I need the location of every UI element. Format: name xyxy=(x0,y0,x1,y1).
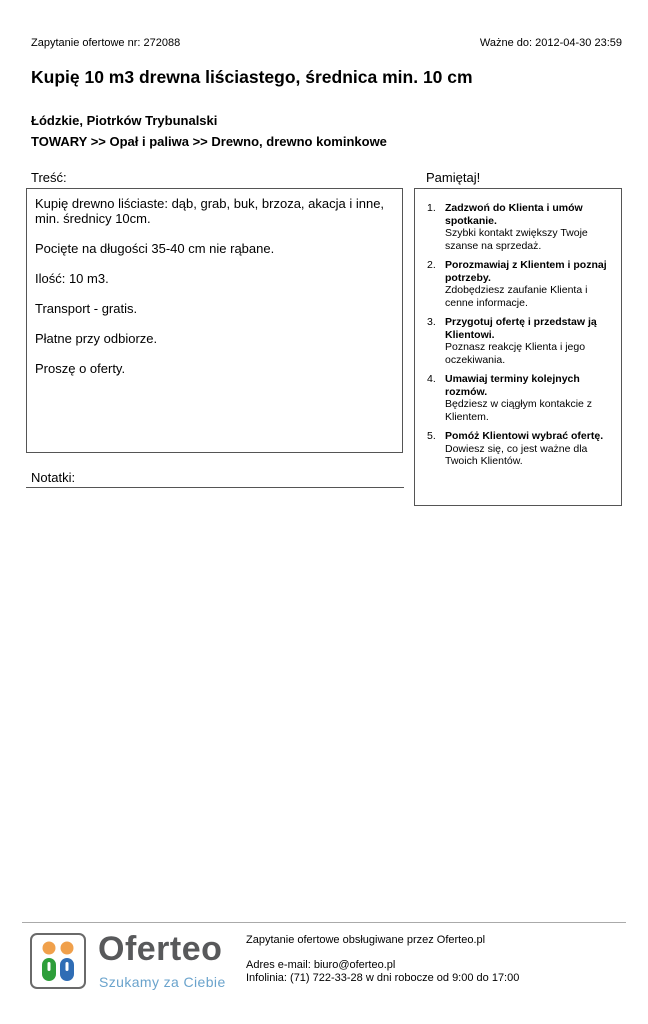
tip-number: 3. xyxy=(427,316,436,328)
tip-title: Zadzwoń do Klienta i umów spotkanie. xyxy=(445,202,583,227)
logo-name: Oferteo xyxy=(98,930,223,968)
valid-until: Ważne do: 2012-04-30 23:59 xyxy=(479,37,622,49)
tip-number: 2. xyxy=(427,259,436,271)
footer-divider xyxy=(22,922,626,923)
tip-text: Szybki kontakt zwiększy Twoje szanse na sprzedaż. xyxy=(445,227,588,252)
tip-title: Umawiaj terminy kolejnych rozmów. xyxy=(445,373,580,398)
content-label: Treść: xyxy=(31,170,67,185)
footer-hotline: Infolinia: (71) 722-33-28 w dni robocze od 9:00 do 17:00 xyxy=(246,972,520,984)
remember-label: Pamiętaj! xyxy=(426,170,481,185)
content-paragraph: Ilość: 10 m3. xyxy=(35,271,109,286)
content-paragraph: Pocięte na długości 35-40 cm nie rąbane. xyxy=(35,241,275,256)
tip-text: Dowiesz się, co jest ważne dla Twoich Klientów. xyxy=(445,442,588,467)
people-icon xyxy=(32,935,84,987)
tip-text: Zdobędziesz zaufanie Klienta i cenne informacje. xyxy=(445,284,588,309)
logo-tagline: Szukamy za Ciebie xyxy=(99,974,226,990)
tip-item xyxy=(425,202,611,252)
tip-item xyxy=(425,316,611,366)
footer-email: Adres e-mail: biuro@oferteo.pl xyxy=(246,959,396,971)
tip-number: 5. xyxy=(427,430,436,442)
footer-service-line: Zapytanie ofertowe obsługiwane przez Oferteo.pl xyxy=(246,934,486,946)
category-breadcrumb: TOWARY >> Opał i paliwa >> Drewno, drewno kominkowe xyxy=(31,134,387,149)
tip-title: Porozmawiaj z Klientem i poznaj potrzeby. xyxy=(445,259,607,284)
tip-text: Będziesz w ciągłym kontakcie z Klientem. xyxy=(445,398,593,423)
tip-text: Poznasz reakcję Klienta i jego oczekiwania. xyxy=(445,341,586,366)
notes-line xyxy=(26,487,404,488)
oferteo-logo xyxy=(30,930,235,993)
location: Łódzkie, Piotrków Trybunalski xyxy=(31,113,218,128)
request-number: Zapytanie ofertowe nr: 272088 xyxy=(31,37,181,49)
remember-box xyxy=(414,188,622,506)
tip-item xyxy=(425,259,611,309)
tip-item xyxy=(425,430,611,468)
tip-title: Przygotuj ofertę i przedstaw ją Klientowi. xyxy=(445,316,597,341)
content-box xyxy=(26,188,403,453)
content-paragraph: Płatne przy odbiorze. xyxy=(35,331,158,346)
oferteo-logo-icon xyxy=(30,933,86,989)
tip-number: 1. xyxy=(427,202,436,214)
content-paragraph: Kupię drewno liściaste: dąb, grab, buk, brzoza, akacja i inne, min. średnicy 10cm. xyxy=(35,196,385,226)
footer-contact xyxy=(246,934,519,985)
tip-title: Pomóż Klientowi wybrać ofertę. xyxy=(445,430,604,442)
tip-number: 4. xyxy=(427,373,436,385)
tip-item xyxy=(425,373,611,423)
content-paragraph: Proszę o oferty. xyxy=(35,361,126,376)
notes-label: Notatki: xyxy=(31,470,76,485)
page-title: Kupię 10 m3 drewna liściastego, średnica min. 10 cm xyxy=(31,67,473,87)
remember-tips-list xyxy=(425,202,611,468)
content-paragraph: Transport - gratis. xyxy=(35,301,138,316)
